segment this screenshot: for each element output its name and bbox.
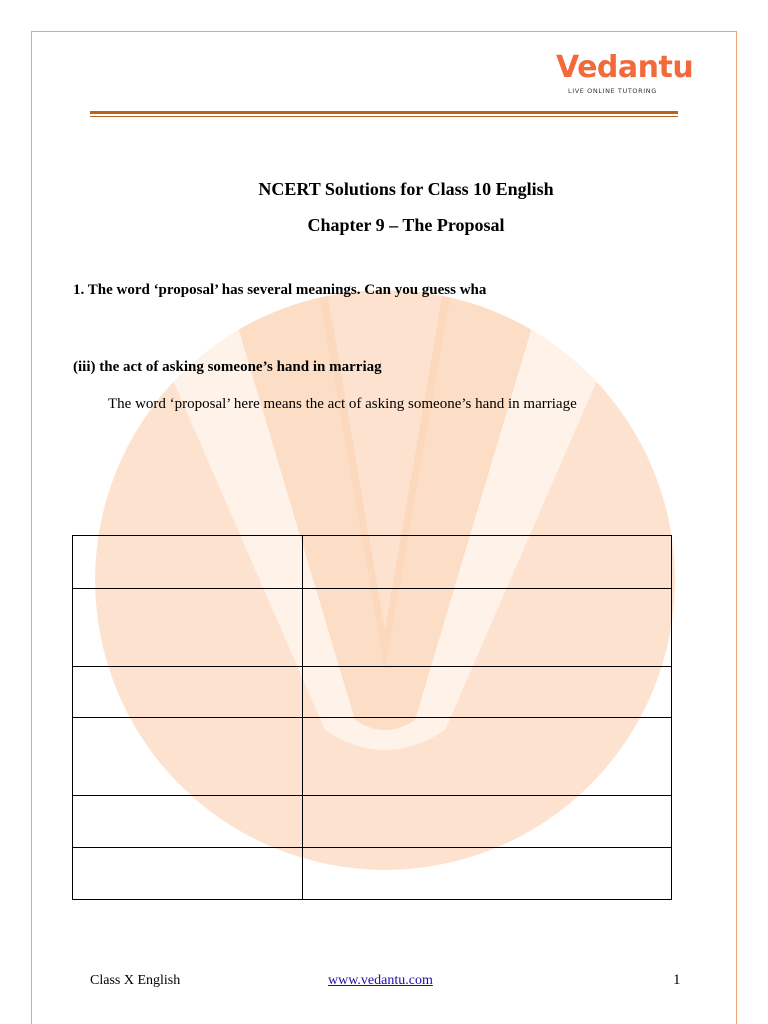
table-cell xyxy=(73,667,303,718)
footer-class-label: Class X English xyxy=(90,973,181,988)
table-row xyxy=(73,796,672,848)
table-cell xyxy=(303,848,672,900)
table-cell xyxy=(303,589,672,667)
sub-question-text: (iii) the act of asking someone’s hand in marriag xyxy=(73,359,382,375)
table-cell xyxy=(73,718,303,796)
question-text: 1. The word ‘proposal’ has several meanings. Can you guess wha xyxy=(73,282,487,298)
table-row xyxy=(73,589,672,667)
table-row xyxy=(73,718,672,796)
table-row xyxy=(73,667,672,718)
table-row xyxy=(73,536,672,589)
header-rule xyxy=(90,111,678,117)
document-title: NCERT Solutions for Class 10 English xyxy=(258,179,554,199)
table-cell xyxy=(303,667,672,718)
table-cell xyxy=(73,589,303,667)
footer-website-link[interactable]: www.vedantu.com xyxy=(328,973,433,988)
table-cell xyxy=(303,536,672,589)
logo-wordmark: Vedantu xyxy=(556,50,694,85)
chapter-title: Chapter 9 – The Proposal xyxy=(307,215,505,235)
table-cell xyxy=(73,796,303,848)
answer-text: The word ‘proposal’ here means the act of asking someone’s hand in marriage xyxy=(108,396,577,412)
answer-table xyxy=(72,535,672,900)
page-number: 1 xyxy=(673,972,681,988)
table-row xyxy=(73,848,672,900)
table-cell xyxy=(303,718,672,796)
logo-tagline: LIVE ONLINE TUTORING xyxy=(568,87,657,95)
vedantu-logo[interactable] xyxy=(556,50,694,100)
table-cell xyxy=(73,536,303,589)
table-cell xyxy=(73,848,303,900)
table-cell xyxy=(303,796,672,848)
